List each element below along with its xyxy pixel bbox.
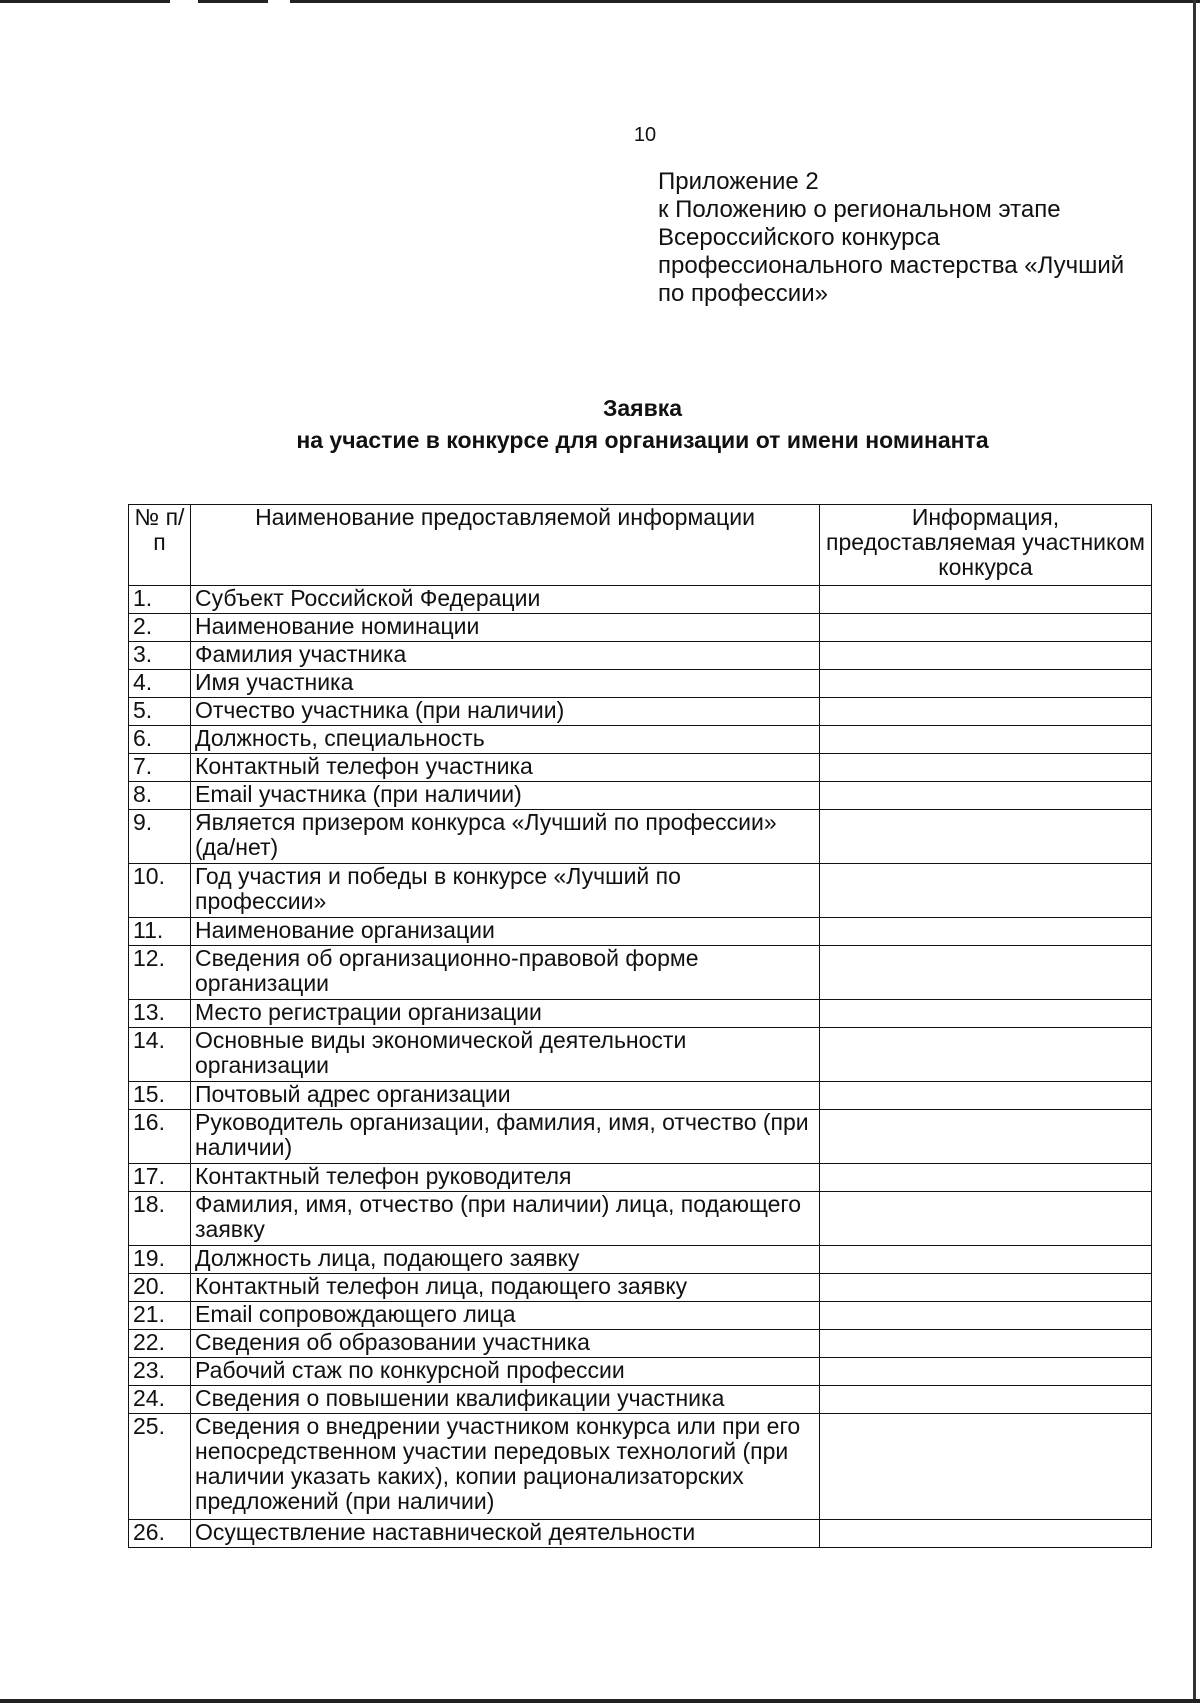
row-number: 20. (129, 1274, 191, 1302)
row-number: 16. (129, 1110, 191, 1164)
row-item-name: Должность, специальность (191, 726, 820, 754)
appendix-line: к Положению о региональном этапе (658, 196, 1061, 223)
row-number: 17. (129, 1164, 191, 1192)
row-item-name: Основные виды экономической деятельности организации (191, 1028, 820, 1082)
row-item-name: Сведения о внедрении участником конкурса или при его непосредственном участии передовых технологий (при наличии указать каких), копии рационализаторских предложений (при наличии) (191, 1414, 820, 1520)
table-row (129, 1192, 1152, 1246)
row-info-field[interactable] (820, 1386, 1152, 1414)
row-item-name: Имя участника (191, 670, 820, 698)
row-info-field[interactable] (820, 1414, 1152, 1520)
row-item-name: Является призером конкурса «Лучший по профессии» (да/нет) (191, 810, 820, 864)
row-number: 7. (129, 754, 191, 782)
table-row (129, 1028, 1152, 1082)
table-row (129, 726, 1152, 754)
row-info-field[interactable] (820, 864, 1152, 918)
page-number: 10 (633, 124, 657, 146)
table-row (129, 1520, 1152, 1548)
row-info-field[interactable] (820, 614, 1152, 642)
row-item-name: Наименование организации (191, 918, 820, 946)
appendix-line: Всероссийского конкурса (658, 224, 940, 251)
table-row (129, 698, 1152, 726)
title-line-2: на участие в конкурсе для организации от имени номинанта (296, 427, 989, 453)
scan-top-edge (0, 0, 1200, 6)
row-item-name: Email участника (при наличии) (191, 782, 820, 810)
row-item-name: Руководитель организации, фамилия, имя, отчество (при наличии) (191, 1110, 820, 1164)
table-row (129, 1110, 1152, 1164)
table-row (129, 670, 1152, 698)
appendix-line: профессионального мастерства «Лучший (658, 252, 1125, 279)
row-info-field[interactable] (820, 918, 1152, 946)
row-number: 2. (129, 614, 191, 642)
row-info-field[interactable] (820, 586, 1152, 614)
row-number: 19. (129, 1246, 191, 1274)
table-row (129, 1358, 1152, 1386)
table-row (129, 918, 1152, 946)
row-info-field[interactable] (820, 670, 1152, 698)
table-row (129, 754, 1152, 782)
row-info-field[interactable] (820, 1274, 1152, 1302)
application-form-table (128, 504, 1152, 1548)
row-number: 9. (129, 810, 191, 864)
table-row (129, 642, 1152, 670)
row-item-name: Фамилия, имя, отчество (при наличии) лица, подающего заявку (191, 1192, 820, 1246)
row-info-field[interactable] (820, 1246, 1152, 1274)
row-info-field[interactable] (820, 726, 1152, 754)
row-number: 8. (129, 782, 191, 810)
row-info-field[interactable] (820, 946, 1152, 1000)
row-number: 5. (129, 698, 191, 726)
row-info-field[interactable] (820, 1082, 1152, 1110)
row-item-name: Сведения о повышении квалификации участника (191, 1386, 820, 1414)
row-number: 13. (129, 1000, 191, 1028)
row-number: 11. (129, 918, 191, 946)
row-info-field[interactable] (820, 1110, 1152, 1164)
row-info-field[interactable] (820, 698, 1152, 726)
row-item-name: Email сопровождающего лица (191, 1302, 820, 1330)
table-row (129, 1414, 1152, 1520)
row-info-field[interactable] (820, 1000, 1152, 1028)
scan-right-edge (1193, 0, 1196, 1703)
row-item-name: Контактный телефон руководителя (191, 1164, 820, 1192)
row-info-field[interactable] (820, 1330, 1152, 1358)
table-row (129, 1164, 1152, 1192)
row-info-field[interactable] (820, 1164, 1152, 1192)
row-item-name: Сведения об организационно-правовой форме организации (191, 946, 820, 1000)
appendix-reference (658, 168, 1138, 308)
row-number: 24. (129, 1386, 191, 1414)
row-item-name: Почтовый адрес организации (191, 1082, 820, 1110)
table-row (129, 1000, 1152, 1028)
row-number: 3. (129, 642, 191, 670)
row-info-field[interactable] (820, 1358, 1152, 1386)
row-item-name: Субъект Российской Федерации (191, 586, 820, 614)
row-info-field[interactable] (820, 782, 1152, 810)
row-number: 12. (129, 946, 191, 1000)
row-item-name: Место регистрации организации (191, 1000, 820, 1028)
row-number: 10. (129, 864, 191, 918)
row-item-name: Сведения об образовании участника (191, 1330, 820, 1358)
row-item-name: Контактный телефон лица, подающего заявку (191, 1274, 820, 1302)
document-title (120, 392, 1165, 456)
row-info-field[interactable] (820, 1302, 1152, 1330)
row-number: 25. (129, 1414, 191, 1520)
header-number: № п/п (129, 505, 191, 586)
table-row (129, 1330, 1152, 1358)
table-header-row (129, 505, 1152, 586)
row-number: 21. (129, 1302, 191, 1330)
row-item-name: Должность лица, подающего заявку (191, 1246, 820, 1274)
table-row (129, 614, 1152, 642)
row-info-field[interactable] (820, 810, 1152, 864)
row-info-field[interactable] (820, 1192, 1152, 1246)
table-row (129, 1386, 1152, 1414)
row-item-name: Год участия и победы в конкурсе «Лучший по профессии» (191, 864, 820, 918)
row-info-field[interactable] (820, 1028, 1152, 1082)
row-item-name: Наименование номинации (191, 614, 820, 642)
header-name: Наименование предоставляемой информации (191, 505, 820, 586)
row-item-name: Рабочий стаж по конкурсной профессии (191, 1358, 820, 1386)
table-row (129, 1082, 1152, 1110)
table-row (129, 1274, 1152, 1302)
row-number: 14. (129, 1028, 191, 1082)
row-item-name: Контактный телефон участника (191, 754, 820, 782)
table-row (129, 586, 1152, 614)
table-row (129, 864, 1152, 918)
row-number: 4. (129, 670, 191, 698)
row-number: 1. (129, 586, 191, 614)
row-item-name: Осуществление наставнической деятельности (191, 1520, 820, 1548)
appendix-line: Приложение 2 (658, 168, 819, 195)
row-info-field[interactable] (820, 1520, 1152, 1548)
row-number: 6. (129, 726, 191, 754)
row-number: 18. (129, 1192, 191, 1246)
row-info-field[interactable] (820, 642, 1152, 670)
appendix-line: по профессии» (658, 280, 828, 307)
header-info: Информация, предоставляемая участником конкурса (820, 505, 1152, 586)
row-number: 23. (129, 1358, 191, 1386)
table-row (129, 810, 1152, 864)
row-number: 22. (129, 1330, 191, 1358)
table-row (129, 946, 1152, 1000)
row-number: 26. (129, 1520, 191, 1548)
row-number: 15. (129, 1082, 191, 1110)
scan-bottom-edge (0, 1699, 1200, 1703)
table-row (129, 782, 1152, 810)
row-info-field[interactable] (820, 754, 1152, 782)
table-row (129, 1302, 1152, 1330)
title-line-1: Заявка (602, 395, 683, 421)
table-row (129, 1246, 1152, 1274)
row-item-name: Фамилия участника (191, 642, 820, 670)
row-item-name: Отчество участника (при наличии) (191, 698, 820, 726)
